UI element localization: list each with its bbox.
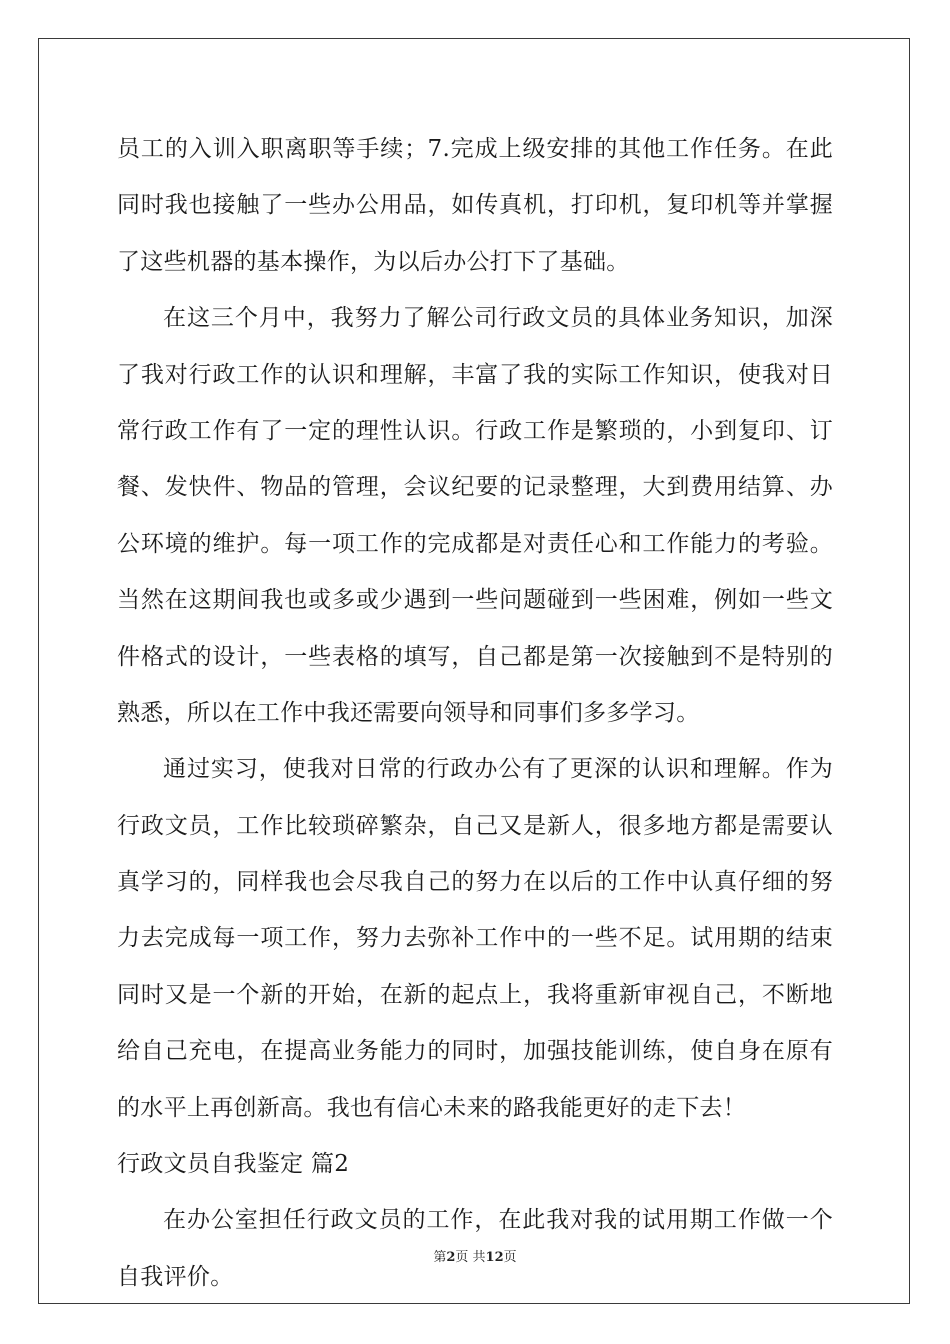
text-line: 通过实习，使我对日常的行政办公有了更深的认识和理解。作为 (163, 756, 833, 783)
text-line: 在办公室担任行政文员的工作，在此我对我的试用期工作做一个 (163, 1207, 833, 1234)
page-footer (0, 1246, 950, 1265)
text-line: 真学习的，同样我也会尽我自己的努力在以后的工作中认真仔细的努 (117, 869, 833, 896)
total-page-number: 12 (485, 1250, 504, 1265)
text-line: 的水平上再创新高。我也有信心未来的路我能更好的走下去！ (117, 1094, 747, 1121)
text-line: 了这些机器的基本操作，为以后办公打下了基础。 (117, 248, 630, 275)
text-line: 同时我也接触了一些办公用品，如传真机，打印机，复印机等并掌握 (117, 192, 833, 219)
text-line: 力去完成每一项工作，努力去弥补工作中的一些不足。试用期的结束 (117, 925, 833, 952)
text-line: 给自己充电，在提高业务能力的同时，加强技能训练，使自身在原有 (117, 1038, 833, 1065)
text-line: 熟悉，所以在工作中我还需要向领导和同事们多多学习。 (117, 699, 700, 726)
text-line: 了我对行政工作的认识和理解，丰富了我的实际工作知识，使我对日 (117, 361, 833, 388)
text-line: 在这三个月中，我努力了解公司行政文员的具体业务知识，加深 (163, 305, 833, 332)
text-line: 公环境的维护。每一项工作的完成都是对责任心和工作能力的考验。 (117, 530, 833, 557)
text-line: 件格式的设计，一些表格的填写，自己都是第一次接触到不是特别的 (117, 643, 833, 670)
text-line: 同时又是一个新的开始，在新的起点上，我将重新审视自己，不断地 (117, 981, 833, 1008)
text-line: 餐、发快件、物品的管理，会议纪要的记录整理，大到费用结算、办 (117, 474, 833, 501)
page-mid: 页 共 (455, 1250, 486, 1265)
page-suffix: 页 (503, 1250, 517, 1265)
document-body (117, 121, 833, 1305)
text-line: 自我评价。 (117, 1263, 234, 1290)
page-prefix: 第 (433, 1250, 447, 1265)
section-heading: 行政文员自我鉴定 篇2 (117, 1151, 350, 1178)
current-page-number: 2 (446, 1250, 456, 1265)
text-line: 员工的入训入职离职等手续；7.完成上级安排的其他工作任务。在此 (117, 136, 833, 162)
text-line: 常行政工作有了一定的理性认识。行政工作是繁琐的，小到复印、订 (117, 417, 833, 444)
text-line: 当然在这期间我也或多或少遇到一些问题碰到一些困难，例如一些文 (117, 587, 833, 614)
text-line: 行政文员，工作比较琐碎繁杂，自己又是新人，很多地方都是需要认 (117, 812, 833, 839)
